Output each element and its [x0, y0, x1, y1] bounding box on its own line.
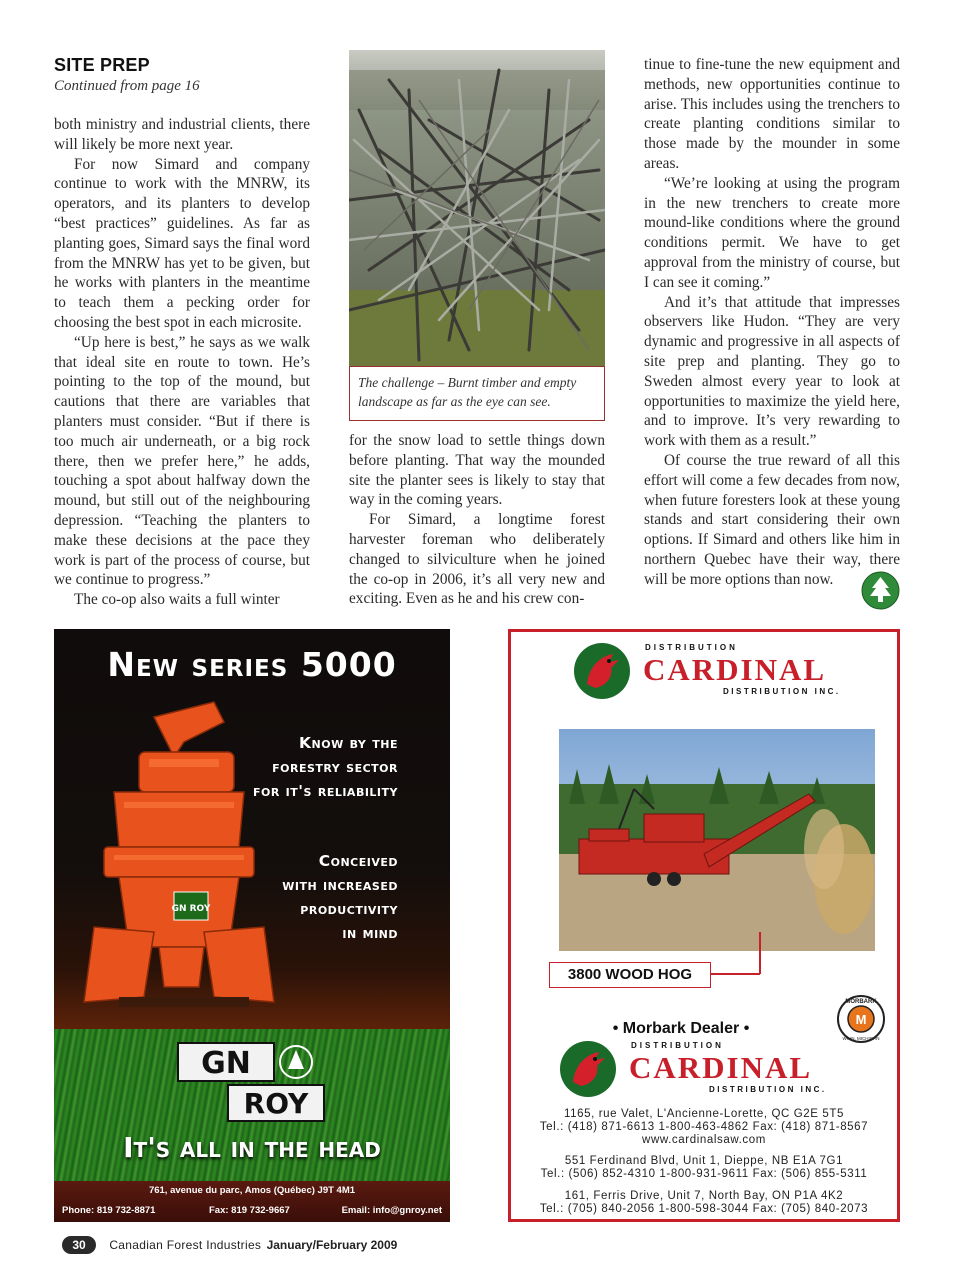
cardinal-bird-icon: [573, 642, 631, 700]
photo-caption: The challenge – Burnt timber and empty landscape as far as the eye can see.: [349, 366, 605, 421]
continued-note: Continued from page 16: [54, 78, 200, 94]
svg-text:M: M: [855, 1012, 867, 1027]
address-line: 161, Ferris Drive, Unit 7, North Bay, ON P1A 4K2: [564, 1190, 844, 1202]
gnroy-phone: Phone: 819 732-8871: [62, 1205, 156, 1216]
cardinal-distribution-label: DISTRIBUTION: [631, 1041, 724, 1050]
gnroy-contact-bar: [54, 1181, 450, 1222]
paragraph: tinue to fine-tune the new equipment and methods, new opportunities continue to arise. This includes using the trenchers to create planting conditions similar to those made by the mounder in some areas.: [644, 56, 900, 172]
tagline-line: with increased: [282, 876, 398, 894]
gnroy-advertisement[interactable]: [54, 629, 450, 1222]
page-number: 30: [62, 1236, 96, 1254]
gnroy-headline: New series 5000: [107, 645, 397, 684]
paragraph: For Simard, a longtime forest harvester foreman who deliberately changed to silviculture when he joined the co-op in 2006, it’s all very new and exciting. Even as he and his crew con-: [349, 511, 605, 608]
cardinal-logo-bottom: [559, 1040, 839, 1102]
cardinal-name: CARDINAL: [629, 1050, 813, 1085]
phone-line: Tel.: (418) 871-6613 1-800-463-4862 Fax: (418) 871-8567: [539, 1121, 869, 1133]
article-column-2: [349, 431, 605, 609]
tree-end-icon: [861, 571, 900, 610]
paragraph: The co-op also waits a full winter: [74, 591, 280, 609]
morbark-dealer-text: • Morbark Dealer •: [612, 1020, 750, 1037]
section-title: SITE PREP: [54, 55, 150, 75]
morbark-logo-text: MORBARK: [845, 999, 877, 1005]
cardinal-name: CARDINAL: [643, 652, 827, 687]
cardinal-distribution-inc: DISTRIBUTION INC.: [709, 1085, 827, 1094]
gnroy-logo-gn: GN: [201, 1046, 251, 1081]
callout-line: [710, 973, 760, 975]
location-quebec: [511, 1108, 897, 1147]
article-column-3: [644, 55, 900, 590]
cardinal-advertisement[interactable]: [508, 629, 900, 1222]
paragraph: both ministry and industrial clients, there will likely be more next year.: [54, 116, 310, 153]
gnroy-address: 761, avenue du parc, Amos (Québec) J9T 4M1: [148, 1185, 356, 1196]
paragraph: for the snow load to settle things down before planting. That way the mounded site the planter sees is likely to stay that way in the coming years.: [349, 432, 605, 509]
tagline-line: forestry sector: [272, 758, 398, 776]
phone-line: Tel.: (705) 840-2056 1-800-598-3044 Fax: (705) 840-2073: [539, 1203, 869, 1215]
paragraph: Of course the true reward of all this effort will come a few decades from now, when future foresters look at these young stands and start considering their own options. If Simard and others like him in northern Quebec have their way, there will be more options than now.: [644, 451, 900, 588]
phone-line: Tel.: (506) 852-4310 1-800-931-9611 Fax: (506) 855-5311: [540, 1168, 868, 1180]
tagline-line: in mind: [342, 924, 398, 942]
wood-hog-photo: [559, 729, 875, 951]
article-column-1: [54, 115, 310, 610]
callout-line: [759, 932, 761, 974]
paragraph: “Up here is best,” he says as we walk that ideal site en route to town. He’s pointing to the top of the mound, but cautions that there are variables that planters must consider. “But if there is too much air underneath, or a big rock there, then we prefer here,” he adds, touching a spot about halfway down the mound, but still out of the neighbouring depression. “Teaching the planters to make these decisions at the pace they work is part of the process of course, but we continue to progress.”: [54, 333, 310, 589]
gnroy-tagline-reliability: [253, 731, 398, 803]
article-header: [54, 55, 314, 95]
cardinal-distribution-label: DISTRIBUTION: [645, 643, 738, 652]
burnt-timber-photo: [349, 50, 605, 366]
location-ontario: [511, 1190, 897, 1216]
morbark-logo-subtext: WINN, MICHIGAN: [842, 1036, 880, 1041]
tagline-line: Know by the: [299, 734, 398, 752]
address-line: 1165, rue Valet, L'Ancienne-Lorette, QC G2E 5T5: [564, 1108, 844, 1120]
tagline-line: Conceived: [318, 852, 398, 870]
gnroy-email[interactable]: Email: info@gnroy.net: [341, 1205, 442, 1216]
gnroy-slogan: It's all in the head: [123, 1131, 381, 1164]
tagline-line: productivity: [300, 900, 398, 918]
gnroy-fax: Fax: 819 732-9667: [209, 1205, 290, 1216]
gnroy-tagline-productivity: [282, 849, 398, 945]
paragraph: For now Simard and company continue to work with the MNRW, its operators, and its planters to develop “best practices” guidelines. As far as planting goes, Simard says the final word from the MNRW has yet to be given, but he works with planters in the meantime to teach them a pecking order for choosing the best spot in each microsite.: [54, 155, 310, 331]
website-link[interactable]: www.cardinalsaw.com: [642, 1134, 766, 1146]
address-line: 551 Ferdinand Blvd, Unit 1, Dieppe, NB E1A 7G1: [564, 1155, 844, 1167]
issue-date: January/February 2009: [266, 1238, 398, 1252]
tagline-line: for it's reliability: [252, 782, 398, 800]
gnroy-forest-band: [54, 1029, 450, 1181]
cardinal-bird-icon: [559, 1040, 617, 1098]
location-new-brunswick: [511, 1155, 897, 1181]
gnroy-logo: [176, 1041, 326, 1123]
magazine-name: Canadian Forest Industries: [109, 1238, 262, 1252]
cardinal-logo-top: [573, 642, 853, 704]
paragraph: And it’s that attitude that impresses observers like Hudon. “They are very dynamic and progressive in all aspects of site prep and planting. They go to Sweden almost every year to look at opportunities to maximize the yield here, and to improve. It’s very rewarding to work with them as a result.”: [644, 293, 900, 450]
gnroy-logo-roy: ROY: [243, 1087, 309, 1120]
page-footer: [62, 1236, 397, 1256]
cardinal-distribution-inc: DISTRIBUTION INC.: [723, 687, 841, 696]
machine-badge-text: GN ROY: [171, 904, 211, 914]
morbark-logo: [836, 994, 886, 1044]
paragraph: “We’re looking at using the program in the new trenchers to create more mound-like conditions where the ground conditions permit. We have to get approval from the ministry of course, but I can see it coming.”: [644, 174, 900, 291]
product-label: 3800 WOOD HOG: [549, 962, 711, 988]
